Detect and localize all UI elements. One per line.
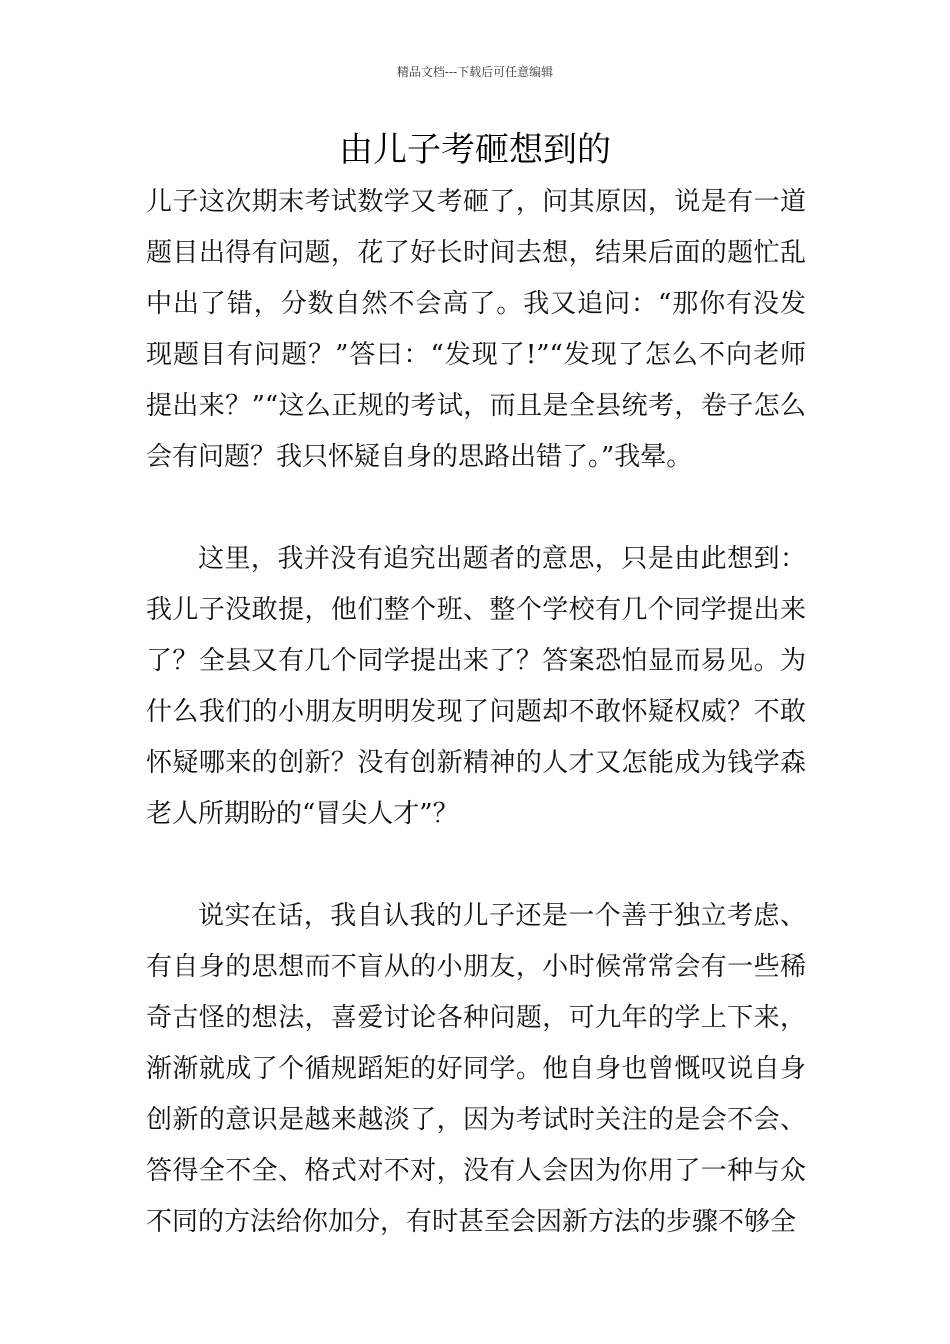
- document-title: 由儿子考砸想到的: [339, 130, 611, 170]
- page-header: 精品文档---下载后可任意编辑: [396, 65, 554, 79]
- paragraph-1: 儿子这次期末考试数学又考砸了，问其原因，说是有一道题目出得有问题，花了好长时间去想，结果后面的题忙乱中出了错，分数自然不会高了。我又追问：“那你有没发现题目有问题？”答曰：“发现了!”“发现了怎么不向老师提出来？”“这么正规的考试，而且是全县统考，卷子怎么会有问题？我只怀疑自身的思路出错了。”我晕。: [146, 187, 806, 472]
- document-body: [146, 177, 806, 1248]
- paragraph-spacer: [146, 840, 806, 891]
- paragraph-spacer: [146, 483, 806, 534]
- paragraph-2: 这里，我并没有追究出题者的意思，只是由此想到：我儿子没敢提，他们整个班、整个学校有几个同学提出来了？全县又有几个同学提出来了？答案恐怕显而易见。为什么我们的小朋友明明发现了问题却不敢怀疑权威？不敢怀疑哪来的创新？没有创新精神的人才又怎能成为钱学森老人所期盼的“冒尖人才”？: [146, 544, 806, 829]
- paragraph-3: 说实在话，我自认我的儿子还是一个善于独立考虑、有自身的思想而不盲从的小朋友，小时候常常会有一些稀奇古怪的想法，喜爱讨论各种问题，可九年的学上下来，渐渐就成了个循规蹈矩的好同学。他自身也曾慨叹说自身创新的意识是越来越淡了，因为考试时关注的是会不会、答得全不全、格式对不对，没有人会因为你用了一种与众不同的方法给你加分，有时甚至会因新方法的步骤不够全: [146, 901, 806, 1237]
